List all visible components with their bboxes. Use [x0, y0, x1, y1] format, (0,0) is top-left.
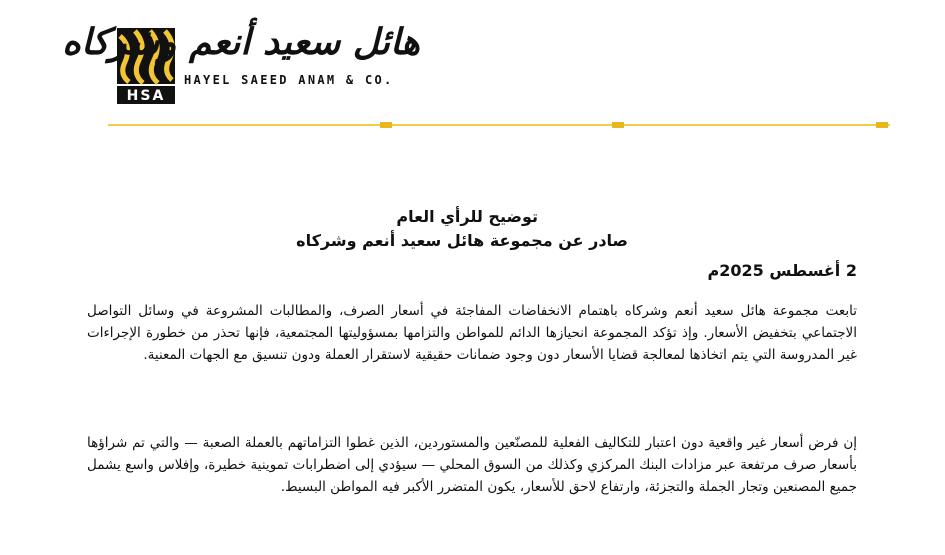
brand-name-english: HAYEL SAEED ANAM & CO. — [184, 73, 394, 87]
divider-marker — [612, 122, 624, 128]
divider-marker — [380, 122, 392, 128]
divider-marker — [876, 122, 888, 128]
document-date: 2 أغسطس 2025م — [707, 261, 857, 280]
paragraph: تابعت مجموعة هائل سعيد أنعم وشركاه باهتمام الانخفاضات المفاجئة في أسعار الصرف، والمطالبات المشروعة في وسائل التواصل الاجتماعي بتخفيض الأسعار. وإذ تؤكد المجموعة انحيازها الدائم للمواطن والتزامها بمسؤوليتها المجتمعية، فإنها تحذر من خطورة الإجراءات غير المدروسة التي يتم اتخاذها لمعالجة قضايا الأسعار دون وجود ضمانات حقيقية لاستقرار العملة ودون تنسيق مع الجهات المعنية. — [87, 303, 857, 363]
brand-name-arabic: هائل سعيد أنعم وشركاه — [62, 22, 420, 63]
document-title: توضيح للرأي العام — [396, 207, 538, 226]
paragraph: إن فرض أسعار غير واقعية دون اعتبار للتكاليف الفعلية للمصنّعين والمستوردين، الذين غطوا التزاماتهم بالعملة الصعبة — والتي تم شراؤها بأسعار صرف مرتفعة عبر مزادات البنك المركزي وكذلك من السوق المحلي — سيؤدي إلى اضطرابات تموينية خطيرة، وإفلاس واسع يشمل جميع المصنعين وتجار الجملة والتجزئة، وارتفاع لاحق للأسعار، يكون المتضرر الأكبر فيه المواطن البسيط. — [87, 435, 857, 495]
logo-text: HSA — [126, 88, 166, 104]
document-subtitle: صادر عن مجموعة هائل سعيد أنعم وشركاه — [296, 231, 628, 250]
header-divider — [108, 124, 890, 126]
